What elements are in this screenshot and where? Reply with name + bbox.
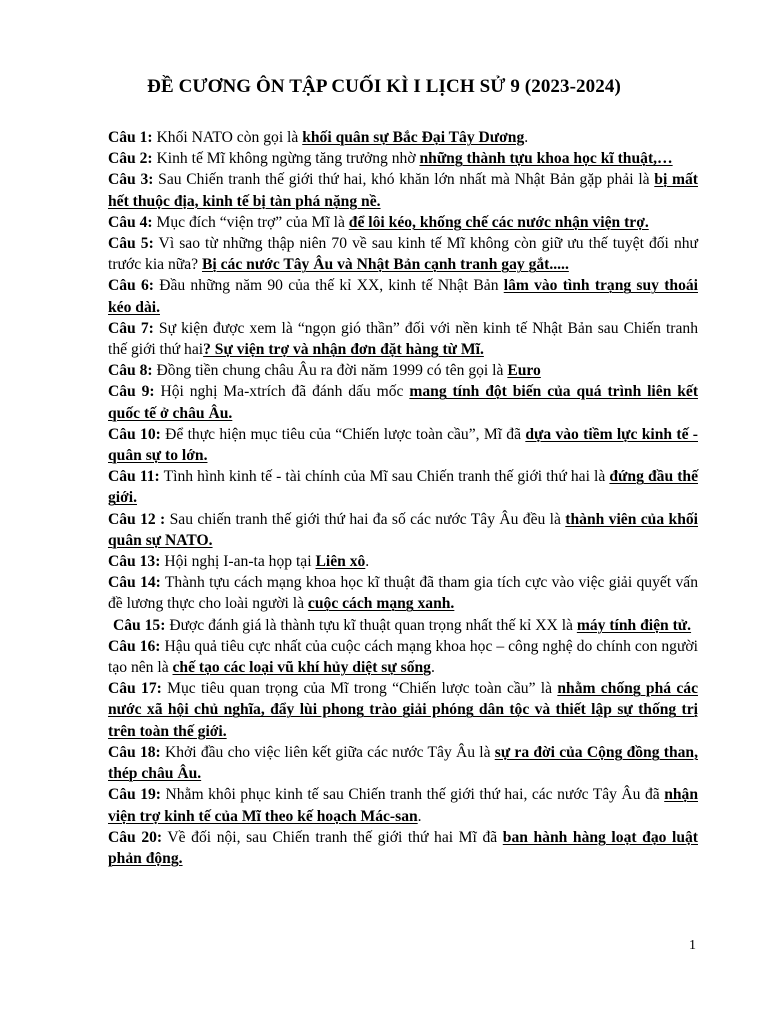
question-answer: mang tính đột biến của quá trình liên kết quốc tế ở châu Âu. xyxy=(108,383,699,422)
question-answer: đứng đầu thế giới. xyxy=(108,468,698,507)
question-answer: để lôi kéo, khống chế các nước nhận viện trợ. xyxy=(348,213,649,231)
question-answer: những thành tựu khoa học kĩ thuật,… xyxy=(419,150,673,168)
question-label: Câu 20: xyxy=(108,828,163,846)
question-label: Câu 10: xyxy=(108,425,161,443)
question-list xyxy=(108,127,698,869)
question-label: Câu 15: xyxy=(113,616,166,634)
question-answer: ban hành hàng loạt đạo luật phản động. xyxy=(108,828,698,867)
question-text: Sau chiến tranh thế giới thứ hai đa số các nước Tây Âu đều là xyxy=(165,510,566,528)
question-answer: cuộc cách mạng xanh. xyxy=(307,595,455,613)
question-text: Để thực hiện mục tiêu của “Chiến lược toàn cầu”, Mĩ đã xyxy=(160,425,526,443)
question-15 xyxy=(108,615,698,636)
question-3 xyxy=(108,169,698,211)
page-number: 1 xyxy=(689,938,696,953)
question-answer: Liên xô xyxy=(315,553,366,571)
question-label: Câu 8: xyxy=(108,362,153,380)
question-5 xyxy=(108,233,698,275)
question-answer: bị mất hết thuộc địa, kinh tế bị tàn phá nặng nề. xyxy=(108,171,698,210)
question-tail: . xyxy=(430,659,435,677)
question-tail: . xyxy=(417,807,422,825)
question-answer: nhằm chống phá các nước xã hội chủ nghĩa, đẩy lùi phong trào giải phóng dân tộc và thiết lập sự thống trị trên toàn thế giới. xyxy=(108,680,698,740)
question-answer: chế tạo các loại vũ khí hủy diệt sự sống xyxy=(172,659,431,677)
question-label: Câu 16: xyxy=(108,637,161,655)
question-4 xyxy=(108,212,698,233)
question-answer: nhận viện trợ kinh tế của Mĩ theo kế hoạch Mác-san xyxy=(108,786,699,825)
question-7 xyxy=(108,318,698,360)
question-label: Câu 14: xyxy=(108,574,161,592)
question-text: Mục đích “viện trợ” của Mĩ là xyxy=(152,213,349,231)
question-answer: Bị các nước Tây Âu và Nhật Bản cạnh tranh gay gắt..... xyxy=(201,256,569,274)
question-8 xyxy=(108,360,698,381)
question-text: Nhằm khôi phục kinh tế sau Chiến tranh thế giới thứ hai, các nước Tây Âu đã xyxy=(161,786,665,804)
question-answer: ? Sự viện trợ và nhận đơn đặt hàng từ Mĩ. xyxy=(203,341,484,359)
question-16 xyxy=(108,636,698,678)
question-10 xyxy=(108,424,698,466)
question-text: Vì sao từ những thập niên 70 về sau kinh tế Mĩ không còn giữ ưu thế tuyệt đối như trước kia nữa? xyxy=(108,235,698,274)
question-text: Về đối nội, sau Chiến tranh thế giới thứ hai Mĩ đã xyxy=(162,828,503,846)
question-text: Đồng tiền chung châu Âu ra đời năm 1999 có tên gọi là xyxy=(152,362,508,380)
question-13 xyxy=(108,551,698,572)
question-label: Câu 6: xyxy=(108,277,154,295)
question-19 xyxy=(108,784,698,826)
question-answer: khối quân sự Bắc Đại Tây Dương xyxy=(302,129,525,146)
question-12 xyxy=(108,509,698,551)
question-14 xyxy=(108,572,698,614)
question-text: Hậu quả tiêu cực nhất của cuộc cách mạng khoa học – công nghệ do chính con người tạo nên là xyxy=(108,637,698,677)
question-label: Câu 5: xyxy=(108,235,154,253)
question-18 xyxy=(108,742,698,784)
question-tail: . xyxy=(524,129,529,146)
question-17 xyxy=(108,678,698,742)
question-text: Sự kiện được xem là “ngọn gió thần” đối với nền kinh tế Nhật Bản sau Chiến tranh thế giới thứ hai xyxy=(108,319,698,359)
question-label: Câu 9: xyxy=(108,383,155,401)
question-20 xyxy=(108,827,698,869)
question-text: Thành tựu cách mạng khoa học kĩ thuật đã tham gia tích cực vào việc giải quyết vấn đề lương thực cho loài người là xyxy=(108,574,698,613)
question-answer: thành viên của khối quân sự NATO. xyxy=(108,510,698,549)
question-answer: lâm vào tình trạng suy thoái kéo dài. xyxy=(108,277,698,316)
question-1 xyxy=(108,127,698,148)
question-6 xyxy=(108,275,698,317)
question-label: Câu 4: xyxy=(108,213,153,231)
question-text: Hội nghị Ma-xtrích đã đánh dấu mốc xyxy=(154,383,410,401)
question-11 xyxy=(108,466,698,508)
question-text: Sau Chiến tranh thế giới thứ hai, khó khăn lớn nhất mà Nhật Bản gặp phải là xyxy=(153,171,655,189)
question-2 xyxy=(108,148,698,169)
question-answer: Euro xyxy=(507,362,541,380)
question-text: Được đánh giá là thành tựu kĩ thuật quan trọng nhất thế kỉ XX là xyxy=(165,616,577,634)
question-label: Câu 11: xyxy=(108,468,160,486)
question-text: Khối NATO còn gọi là xyxy=(152,129,303,146)
question-label: Câu 3: xyxy=(108,171,154,189)
question-text: Mục tiêu quan trọng của Mĩ trong “Chiến lược toàn cầu” là xyxy=(161,680,558,698)
document-title: ĐỀ CƯƠNG ÔN TẬP CUỐI KÌ I LỊCH SỬ 9 (2023-2024) xyxy=(147,76,621,97)
question-9 xyxy=(108,381,698,423)
question-tail: . xyxy=(365,553,370,571)
question-label: Câu 19: xyxy=(108,786,162,804)
question-text: Tình hình kinh tế - tài chính của Mĩ sau Chiến tranh thế giới thứ hai là xyxy=(159,468,610,486)
question-text: Hội nghị I-an-ta họp tại xyxy=(160,553,316,571)
question-label: Câu 2: xyxy=(108,150,153,168)
question-label: Câu 1: xyxy=(108,129,153,146)
question-text: Khởi đầu cho việc liên kết giữa các nước Tây Âu là xyxy=(160,743,495,761)
question-label: Câu 18: xyxy=(108,743,161,761)
question-text: Kinh tế Mĩ không ngừng tăng trưởng nhờ xyxy=(152,150,420,168)
question-label: Câu 13: xyxy=(108,553,161,571)
question-label: Câu 12 : xyxy=(108,510,166,528)
question-answer: máy tính điện tử. xyxy=(576,616,692,634)
question-answer: dựa vào tiềm lực kinh tế - quân sự to lớn. xyxy=(108,425,698,465)
question-label: Câu 7: xyxy=(108,319,154,337)
question-text: Đầu những năm 90 của thế kỉ XX, kinh tế Nhật Bản xyxy=(153,277,504,295)
question-answer: sự ra đời của Cộng đồng than, thép châu Âu. xyxy=(108,743,698,783)
question-label: Câu 17: xyxy=(108,680,162,698)
